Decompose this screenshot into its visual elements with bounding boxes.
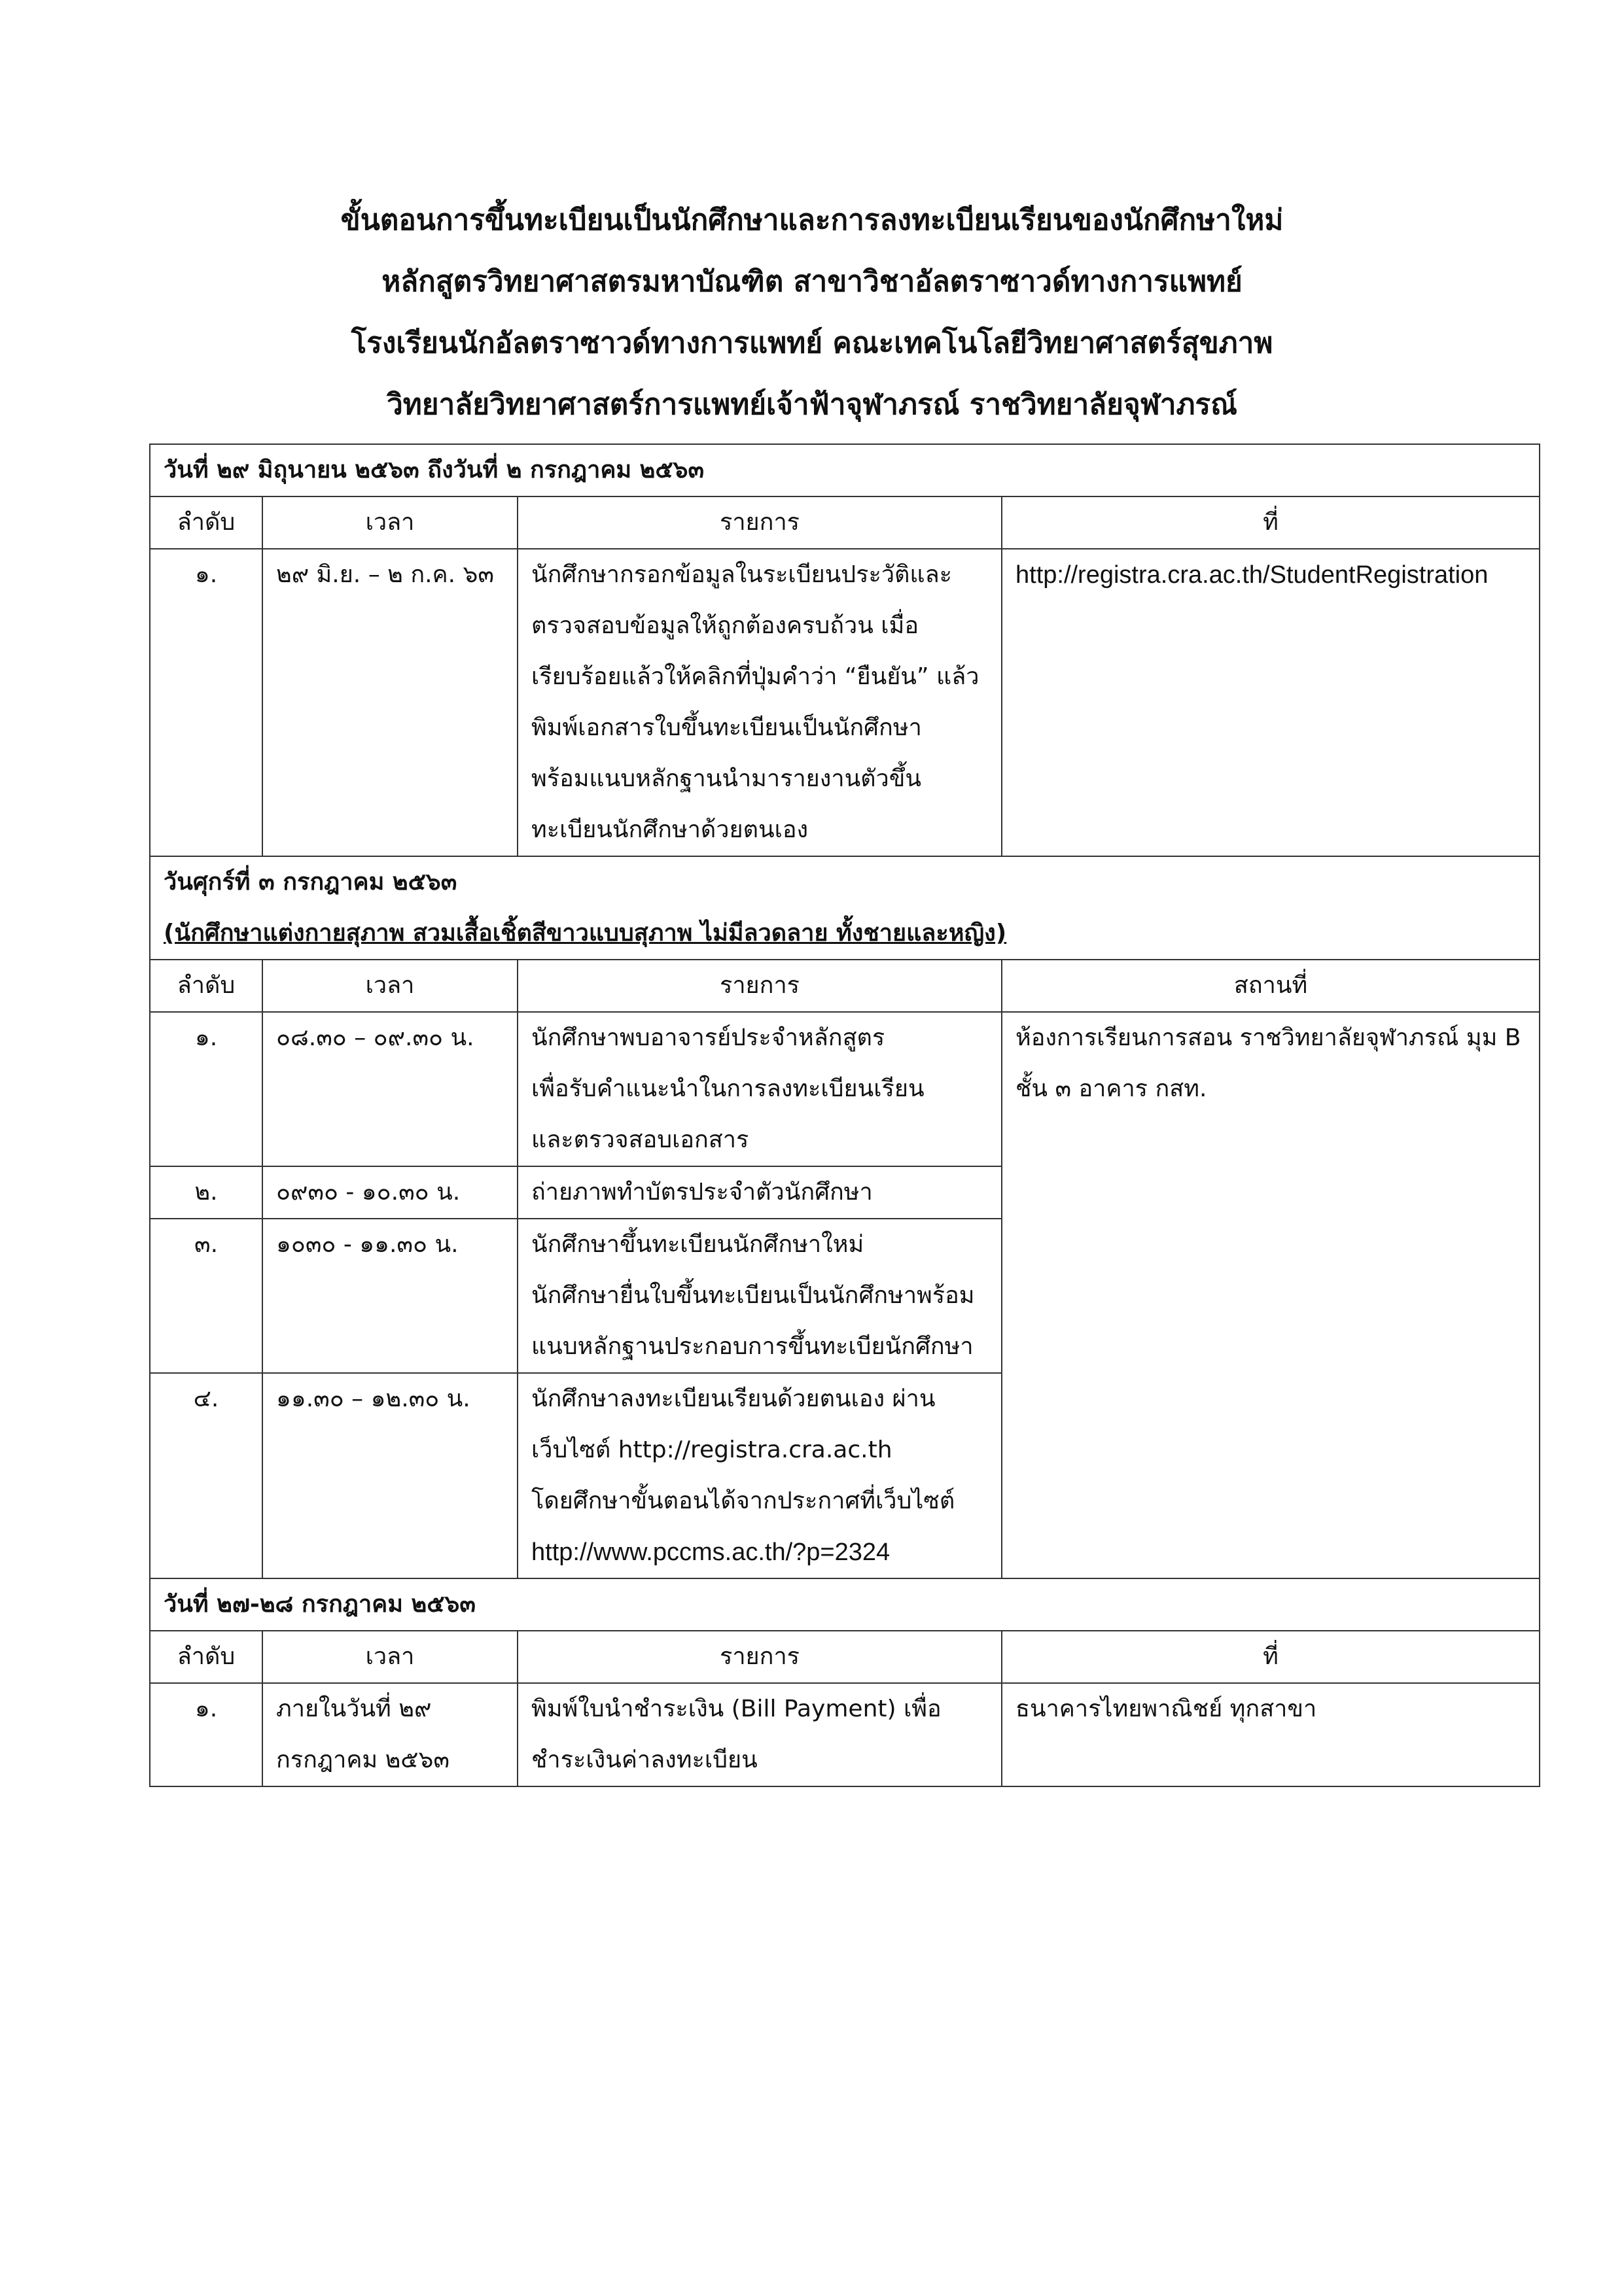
place-line: ชั้น ๓ อาคาร กสท. [1015, 1075, 1207, 1102]
row-item-line: เรียบร้อยแล้วให้คลิกที่ปุ่มคำว่า “ยืนยัน” แล้ว [531, 663, 980, 690]
row-item [518, 1373, 1002, 1578]
row-order: ๓. [150, 1219, 262, 1373]
row-order: ๒. [150, 1166, 262, 1219]
place-line: ห้องการเรียนการสอน ราชวิทยาลัยจุฬาภรณ์ มุม B [1015, 1024, 1521, 1051]
header-order: ลำดับ [150, 496, 262, 549]
header-time: เวลา [262, 1631, 518, 1683]
header-time: เวลา [262, 960, 518, 1012]
row-place [1002, 1683, 1540, 1786]
section-heading-text: วันศุกร์ที่ ๓ กรกฎาคม ๒๕๖๓ [164, 869, 457, 896]
row-time: ๐๘.๓๐ – ๐๙.๓๐ น. [262, 1012, 518, 1166]
row-item-line: ถ่ายภาพทำบัตรประจำตัวนักศึกษา [531, 1179, 873, 1206]
title-line-1: ขั้นตอนการขึ้นทะเบียนเป็นนักศึกษาและการลงทะเบียนเรียนของนักศึกษาใหม่ [340, 203, 1284, 237]
row-time: ๒๙ มิ.ย. – ๒ ก.ค. ๖๓ [262, 549, 518, 856]
row-item [518, 549, 1002, 856]
title-line-2: หลักสูตรวิทยาศาสตรมหาบัณฑิต สาขาวิชาอัลตราซาวด์ทางการแพทย์ [381, 265, 1243, 298]
row-item-line: ทะเบียนนักศึกษาด้วยตนเอง [531, 816, 809, 843]
row-item-line: นักศึกษาลงทะเบียนเรียนด้วยตนเอง ผ่าน [531, 1385, 936, 1412]
dress-code-note: (นักศึกษาแต่งกายสุภาพ สวมเสื้อเชิ้ตสีขาวแบบสุภาพ ไม่มีลวดลาย ทั้งชายและหญิง) [164, 920, 1007, 947]
header-time: เวลา [262, 496, 518, 549]
section-heading: วันที่ ๒๙ มิถุนายน ๒๕๖๓ ถึงวันที่ ๒ กรกฎาคม ๒๕๖๓ [150, 444, 1540, 496]
row-item-line: นักศึกษากรอกข้อมูลในระเบียนประวัติและ [531, 561, 953, 588]
place-line: ธนาคารไทยพาณิชย์ ทุกสาขา [1015, 1696, 1317, 1722]
row-item-line: พร้อมแนบหลักฐานนำมารายงานตัวขึ้น [531, 765, 921, 792]
header-order: ลำดับ [150, 960, 262, 1012]
row-order: ๑. [150, 1012, 262, 1166]
row-item-line: โดยศึกษาขั้นตอนได้จากประกาศที่เว็บไซต์ [531, 1487, 955, 1514]
row-order: ๑. [150, 549, 262, 856]
row-time-line: ภายในวันที่ ๒๙ [276, 1696, 432, 1722]
row-time: ๑๑.๓๐ – ๑๒.๓๐ น. [262, 1373, 518, 1578]
row-item-line: พิมพ์ใบนำชำระเงิน (Bill Payment) เพื่อ [531, 1696, 942, 1722]
table-header-row [150, 1631, 1540, 1683]
header-item: รายการ [518, 960, 1002, 1012]
row-item-line: เพื่อรับคำแนะนำในการลงทะเบียนเรียน [531, 1075, 925, 1102]
row-item-line: พิมพ์เอกสารใบขึ้นทะเบียนเป็นนักศึกษา [531, 714, 922, 741]
table-row [150, 549, 1540, 856]
header-place: ที่ [1002, 1631, 1540, 1683]
row-time [262, 1683, 518, 1786]
header-item: รายการ [518, 1631, 1002, 1683]
section-heading: วันที่ ๒๗-๒๘ กรกฎาคม ๒๕๖๓ [150, 1578, 1540, 1631]
header-order: ลำดับ [150, 1631, 262, 1683]
registration-url[interactable]: http://registra.cra.ac.th/StudentRegistration [1015, 561, 1489, 589]
row-place [1002, 549, 1540, 856]
row-order: ๑. [150, 1683, 262, 1786]
table-header-row [150, 960, 1540, 1012]
row-item-line: เว็บไซต์ http://registra.cra.ac.th [531, 1436, 892, 1463]
row-item-line: นักศึกษาขึ้นทะเบียนนักศึกษาใหม่ [531, 1231, 864, 1258]
header-place: ที่ [1002, 496, 1540, 549]
table-row [150, 1012, 1540, 1166]
section-heading-row [150, 1578, 1540, 1631]
row-time-line: กรกฎาคม ๒๕๖๓ [276, 1747, 450, 1773]
announcement-url[interactable]: http://www.pccms.ac.th/?p=2324 [531, 1539, 891, 1566]
row-item-line: ชำระเงินค่าลงทะเบียน [531, 1747, 758, 1773]
title-line-3: โรงเรียนนักอัลตราซาวด์ทางการแพทย์ คณะเทคโนโลยีวิทยาศาสตร์สุขภาพ [351, 326, 1273, 360]
row-item-line: และตรวจสอบเอกสาร [531, 1126, 749, 1153]
document-title [0, 190, 1624, 436]
table-header-row [150, 496, 1540, 549]
row-time: ๑๐๓๐ - ๑๑.๓๐ น. [262, 1219, 518, 1373]
header-place: สถานที่ [1002, 960, 1540, 1012]
row-item-line: นักศึกษายื่นใบขึ้นทะเบียนเป็นนักศึกษาพร้อม [531, 1282, 975, 1309]
row-item-line: ตรวจสอบข้อมูลให้ถูกต้องครบถ้วน เมื่อ [531, 612, 919, 639]
row-item [518, 1166, 1002, 1219]
row-item [518, 1012, 1002, 1166]
row-item [518, 1683, 1002, 1786]
section-heading-row [150, 444, 1540, 496]
row-order: ๔. [150, 1373, 262, 1578]
row-item-line: แนบหลักฐานประกอบการขึ้นทะเบียนักศึกษา [531, 1333, 974, 1360]
title-line-4: วิทยาลัยวิทยาศาสตร์การแพทย์เจ้าฟ้าจุฬาภรณ์ ราชวิทยาลัยจุฬาภรณ์ [387, 388, 1237, 421]
section-heading-row [150, 856, 1540, 960]
row-place [1002, 1012, 1540, 1578]
schedule-table [149, 444, 1540, 1787]
row-item [518, 1219, 1002, 1373]
row-time: ๐๙๓๐ - ๑๐.๓๐ น. [262, 1166, 518, 1219]
header-item: รายการ [518, 496, 1002, 549]
table-row [150, 1683, 1540, 1786]
section-heading [150, 856, 1540, 960]
row-item-line: นักศึกษาพบอาจารย์ประจำหลักสูตร [531, 1024, 885, 1051]
